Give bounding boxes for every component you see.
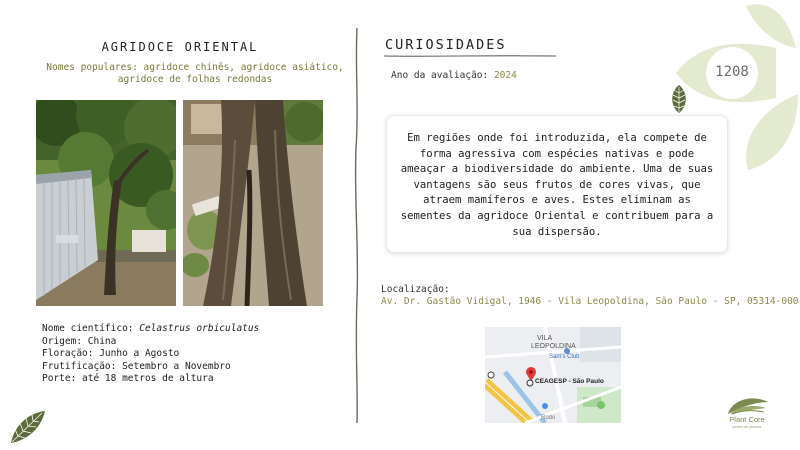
- species-facts: [42, 323, 259, 386]
- curiosities-card: [386, 115, 728, 253]
- size-row: Porte: até 18 metros de altura: [42, 373, 214, 385]
- location-map[interactable]: [485, 327, 621, 423]
- curiosities-text: Em regiões onde foi introduzida, ela compete de forma agressiva com espécies nativas e pode ameaçar a biodiversidade do ambiente. Uma de suas vantagens são seus frutos de cores vivas, que atraem mamíferos e aves. Estes eliminam as sementes da agridoce Oriental e contribuem para a sua dispersão.: [400, 132, 714, 238]
- leaf-decoration-icon: [8, 408, 48, 446]
- leaf-decoration-icon: [668, 84, 690, 114]
- location-label: Localização:: [381, 284, 450, 295]
- evaluation-year-label: Ano da avaliação:: [391, 70, 494, 81]
- fruiting-row: Frutificação: Setembro a Novembro: [42, 360, 231, 372]
- evaluation-year: [391, 70, 517, 81]
- catalog-number: 1208: [715, 64, 749, 80]
- map-poi-main: CEAGESP - São Paulo: [535, 378, 604, 385]
- map-road-label: Rodo: [541, 415, 556, 421]
- location-address: Av. Dr. Gastão Vidigal, 1946 - Vila Leopoldina, São Paulo - SP, 05314-000: [381, 296, 799, 307]
- curiosities-title: CURIOSIDADES: [385, 37, 507, 53]
- species-title: AGRIDOCE ORIENTAL: [101, 40, 259, 54]
- scientific-name-row: [42, 323, 259, 336]
- popular-names: Nomes populares: agridoce chinês, agridoce asiático, agridoce de folhas redondas: [46, 62, 344, 85]
- map-district-label-2: LEOPOLDINA: [531, 343, 576, 350]
- vertical-divider: [352, 28, 362, 423]
- logo-name: Plant Core: [729, 415, 765, 424]
- map-poi-club: Sam's Club: [549, 354, 580, 360]
- origin-row: Origem: China: [42, 335, 117, 347]
- logo-tagline: jardim de plantas: [732, 425, 762, 429]
- scientific-name-label: Nome científico:: [42, 323, 140, 334]
- flowering-row: Floração: Junho a Agosto: [42, 348, 180, 360]
- title-underline: [384, 53, 556, 59]
- evaluation-year-value: 2024: [493, 70, 517, 81]
- scientific-name-value: Celastrus orbiculatus: [139, 323, 260, 334]
- map-district-label: VILA: [537, 335, 553, 342]
- tree-photo-canopy: [36, 100, 176, 306]
- tree-photo-trunk: [183, 100, 323, 306]
- map-place-icon: [526, 379, 534, 387]
